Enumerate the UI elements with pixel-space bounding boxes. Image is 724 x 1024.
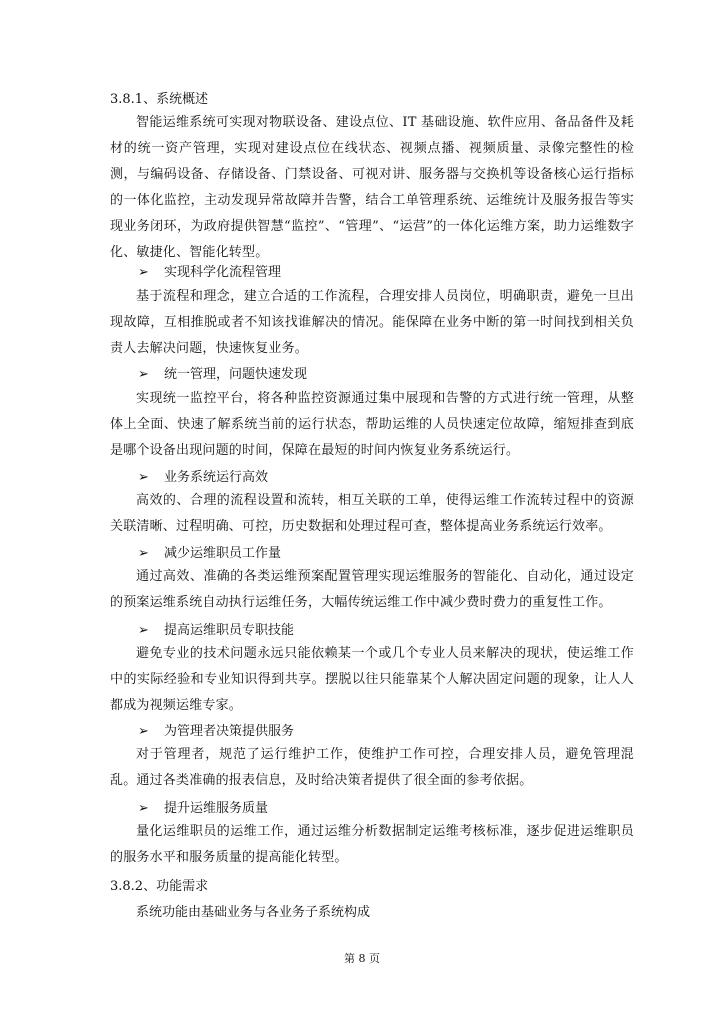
bullet-paragraph-process: 基于流程和理念，建立合适的工作流程，合理安排人员岗位，明确职责，避免一旦出现故障，互相推脱或者不知该找谁解决的情况。能保障在业务中断的第一时间找到相关负责人去解决问题，快速恢复业务。 [110,289,634,356]
bullet-title: 提升运维服务质量 [164,801,269,816]
page-number: 第 8 页 [344,952,380,965]
section-heading-3-8-1: 3.8.1、系统概述 [110,92,209,107]
arrow-bullet-icon: ➢ [138,724,149,739]
bullet-paragraph-decision: 对于管理者，规范了运行维护工作，使维护工作可控，合理安排人员，避免管理混乱。通过各类准确的报表信息，及时给决策者提供了很全面的参考依据。 [110,747,634,788]
bullet-title: 实现科学化流程管理 [164,265,282,280]
overview-paragraph: 智能运维系统可实现对物联设备、建设点位、IT 基础设施、软件应用、备品备件及耗材的统一资产管理，实现对建设点位在线状态、视频点播、视频质量、录像完整性的检测，与编码设备、存储设备、门禁设备、可视对讲、服务器与交换机等设备核心运行指标的一体化监控，主动发现异常故障并告警，结合工单管理系统、运维统计及服务报告等实现业务闭环，为政府提供智慧“监控”、“管理”、“运营”的一体化运维方案，助力运维数字化、敏捷化、智能化转型。 [110,115,634,260]
arrow-bullet-icon: ➢ [138,470,149,485]
bullet-heading-decision [138,724,294,740]
bullet-title: 为管理者决策提供服务 [164,724,295,739]
arrow-bullet-icon: ➢ [138,367,149,382]
bullet-title: 减少运维职员工作量 [164,546,282,561]
bullet-title: 统一管理，问题快速发现 [164,367,308,382]
bullet-heading-skills [138,623,294,639]
bullet-heading-quality [138,801,268,817]
bullet-paragraph-unified: 实现统一监控平台，将各种监控资源通过集中展现和告警的方式进行统一管理，从整体上全面、快速了解系统当前的运行状态，帮助运维的人员快速定位故障，缩短排查到底是哪个设备出现问题的时间，保障在最短的时间内恢复业务系统运行。 [110,391,634,458]
arrow-bullet-icon: ➢ [138,801,149,816]
bullet-heading-efficient [138,470,268,486]
section-heading-3-8-2: 3.8.2、功能需求 [110,879,209,894]
arrow-bullet-icon: ➢ [138,623,149,638]
arrow-bullet-icon: ➢ [138,265,149,280]
bullet-paragraph-quality: 量化运维职员的运维工作，通过运维分析数据制定运维考核标准，逐步促进运维职员的服务水平和服务质量的提高能化转型。 [110,824,634,865]
bullet-heading-process [138,265,281,281]
section-3-8-2-text: 系统功能由基础业务与各业务子系统构成 [136,905,371,920]
bullet-heading-workload [138,546,281,562]
bullet-paragraph-skills: 避免专业的技术问题永远只能依赖某一个或几个专业人员来解决的现状，使运维工作中的实际经验和专业知识得到共享。摆脱以往只能靠某个人解决固定问题的现象，让人人都成为视频运维专家。 [110,646,634,713]
bullet-paragraph-efficient: 高效的、合理的流程设置和流转，相互关联的工单，使得运维工作流转过程中的资源关联清晰、过程明确、可控，历史数据和处理过程可查，整体提高业务系统运行效率。 [110,493,634,534]
bullet-heading-unified [138,367,307,383]
bullet-title: 提高运维职员专职技能 [164,623,295,638]
bullet-paragraph-workload: 通过高效、准确的各类运维预案配置管理实现运维服务的智能化、自动化，通过设定的预案运维系统自动执行运维任务，大幅传统运维工作中减少费时费力的重复性工作。 [110,569,634,610]
arrow-bullet-icon: ➢ [138,546,149,561]
bullet-title: 业务系统运行高效 [164,470,269,485]
